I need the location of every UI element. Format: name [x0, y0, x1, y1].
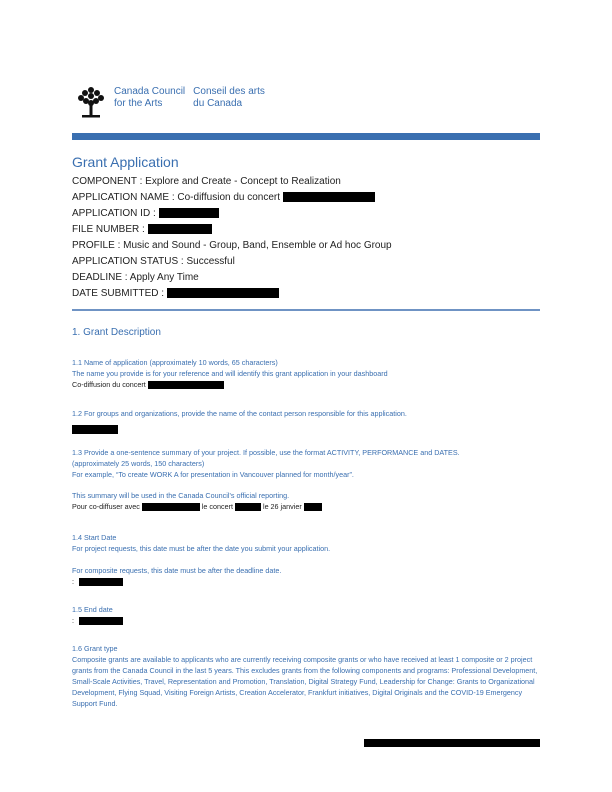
- redaction-bar: [167, 288, 279, 298]
- logo-en-line1: Canada Council: [114, 86, 186, 97]
- question-label: 1.6 Grant type: [72, 644, 118, 653]
- question-example: For example, “To create WORK A for presentation in Vancouver planned for month/year”.: [72, 470, 354, 479]
- question-label: 1.1 Name of application (approximately 10 words, 65 characters): [72, 358, 278, 367]
- answer-text-a: Pour co-diffuser avec: [72, 502, 140, 511]
- meta-status: APPLICATION STATUS : Successful: [72, 256, 235, 267]
- section-title: 1. Grant Description: [72, 327, 161, 338]
- meta-component: COMPONENT : Explore and Create - Concept to Realization: [72, 176, 341, 187]
- question-1-6: [72, 643, 540, 709]
- meta-file-number-text: FILE NUMBER :: [72, 224, 145, 235]
- question-1-3: [72, 447, 542, 512]
- tree-emblem-icon: [76, 86, 106, 120]
- question-1-5: [72, 604, 542, 626]
- question-label: 1.5 End date: [72, 605, 113, 614]
- logo-fr-line1: Conseil des arts: [193, 86, 265, 97]
- question-help: The name you provide is for your reference and will identify this grant application in your dashboard: [72, 369, 388, 378]
- question-label: 1.3 Provide a one-sentence summary of your project. If possible, use the format ACTIVITY, PERFORMANCE and DATES.: [72, 448, 460, 457]
- redaction-bar: [235, 503, 261, 511]
- answer-text-b: le concert: [201, 502, 233, 511]
- logo-fr-line2: du Canada: [193, 98, 243, 109]
- question-answer: [72, 423, 542, 434]
- question-label: 1.4 Start Date: [72, 533, 117, 542]
- meta-application-id: [72, 206, 392, 222]
- meta-application-id-text: APPLICATION ID :: [72, 208, 156, 219]
- logo-french: [193, 86, 265, 110]
- logo-en-line2: for the Arts: [114, 98, 163, 109]
- question-1-4: [72, 532, 542, 587]
- answer-prefix: :: [72, 616, 74, 625]
- question-answer: [72, 576, 542, 587]
- question-answer: [72, 501, 542, 512]
- question-answer: [72, 379, 542, 390]
- question-label: 1.2 For groups and organizations, provide the name of the contact person responsible for this application.: [72, 409, 407, 418]
- answer-prefix: :: [72, 577, 74, 586]
- redaction-bar: [148, 224, 212, 234]
- logo-english: [114, 86, 185, 110]
- section-divider: [72, 309, 540, 311]
- redaction-bar: [79, 578, 123, 586]
- redaction-bar: [364, 739, 540, 747]
- meta-application-name-text: APPLICATION NAME : Co-diffusion du concert: [72, 192, 281, 203]
- meta-date-submitted: [72, 286, 392, 302]
- question-help: For project requests, this date must be after the date you submit your application.: [72, 544, 331, 553]
- meta-deadline: DEADLINE : Apply Any Time: [72, 272, 199, 283]
- meta-file-number: [72, 222, 392, 238]
- question-help: Composite grants are available to applicants who are currently receiving composite grants or who have received at least 1 composite or 2 project grants from the Canada Council in the last 5 years. This excludes grants from the following components and programs: Professional Development, Small-Scale Activities, Travel, Representation and Promotion, Translation, Digital Strategy Fund, Leadership for Change: Grants to Organizational Development, Flying Squad, Visiting Foreign Artists, Creation Accelerator, Frankfurt initiatives, Digital Originals and the COVID-19 Emergency Support Fund.: [72, 655, 538, 708]
- redaction-bar: [283, 192, 375, 202]
- redaction-bar: [142, 503, 200, 511]
- question-1-2: [72, 408, 542, 434]
- question-1-1: [72, 357, 542, 390]
- application-metadata: [72, 174, 392, 302]
- page-title: Grant Application: [72, 154, 179, 170]
- meta-profile: PROFILE : Music and Sound - Group, Band, Ensemble or Ad hoc Group: [72, 240, 392, 251]
- redaction-bar: [304, 503, 322, 511]
- canada-council-logo: [76, 86, 273, 122]
- answer-text: Co-diffusion du concert: [72, 380, 146, 389]
- question-answer: [72, 615, 542, 626]
- question-note: This summary will be used in the Canada Council’s official reporting.: [72, 491, 290, 500]
- meta-application-name: [72, 190, 392, 206]
- redaction-bar: [72, 425, 118, 434]
- redaction-bar: [159, 208, 219, 218]
- question-help-composite: For composite requests, this date must be after the deadline date.: [72, 566, 282, 575]
- answer-text-c: le 26 janvier: [262, 502, 302, 511]
- redaction-bar: [148, 381, 224, 389]
- header-rule: [72, 133, 540, 140]
- question-label-length: (approximately 25 words, 150 characters): [72, 459, 205, 468]
- redaction-bar: [79, 617, 123, 625]
- meta-date-submitted-text: DATE SUBMITTED :: [72, 288, 165, 299]
